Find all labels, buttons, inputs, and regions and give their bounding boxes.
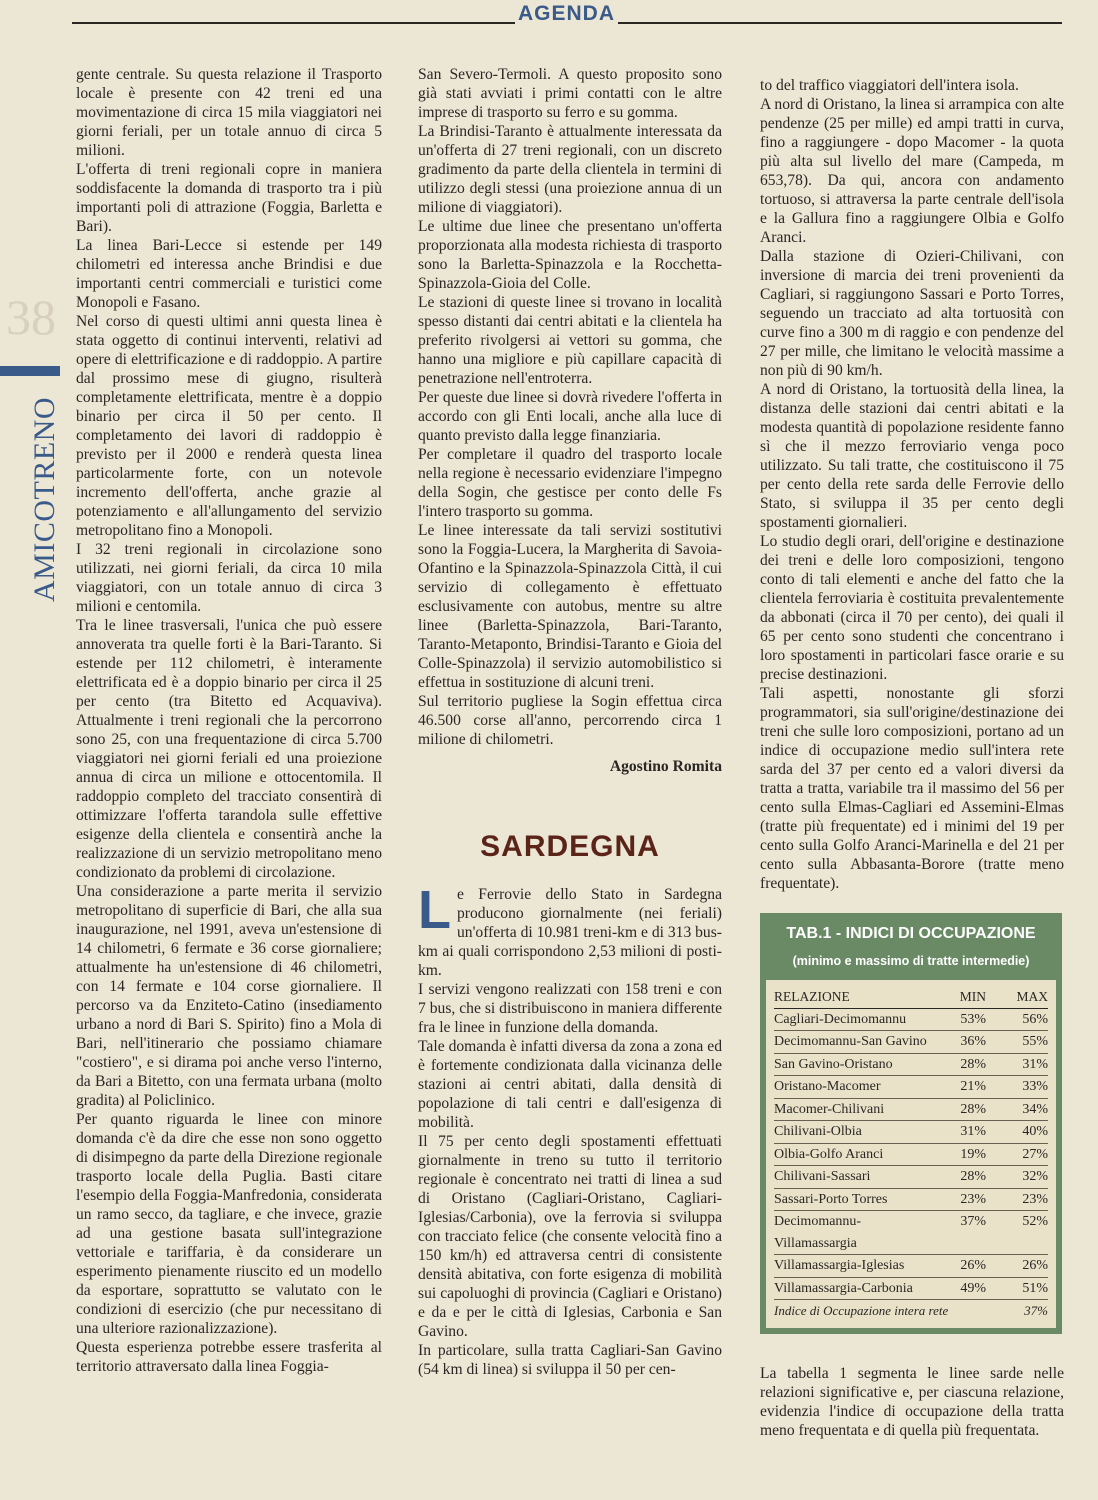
- cell-min: 49%: [960, 1280, 986, 1296]
- paragraph: Nel corso di questi ultimi anni questa linea è stata oggetto di continui interventi, relativi ad opere di elettrificazione e di raddoppio. A partire dal prossimo mese di giugno, risulterà completamente elettrificata, mentre è a doppio binario per circa il 50 per cento. Il completamento dei lavori di raddoppio è previsto per il 2000 e renderà questa linea particolarmente forte, con un notevole incremento dell'offerta, anche grazie al potenziamento e all'allungamento del servizio metropolitano fino a Monopoli.: [76, 313, 382, 539]
- cell-min: 28%: [960, 1056, 986, 1072]
- paragraph: A nord di Oristano, la tortuosità della linea, la distanza delle stazioni dai centri abitati e la modesta quantità di popolazione residente fanno sì che il mezzo ferroviario venga poco utilizzato. Su tali tratte, che costituiscono il 75 per cento della rete sarda delle Ferrovie dello Stato, si sviluppa il 35 per cento degli spostamenti giornalieri.: [760, 381, 1064, 531]
- paragraph: Tale domanda è infatti diversa da zona a zona ed è fortemente condizionata dalla vicinanza delle stazioni ai centri abitati, dalla densità di popolazione di tali centri e dall'esigenza di mobilità.: [418, 1038, 722, 1131]
- paragraph: I 32 treni regionali in circolazione sono utilizzati, nei giorni feriali, da circa 10 mila viaggiatori, con un totale annuo di circa 3 milioni e centomila.: [76, 541, 382, 615]
- total-label: Indice di Occupazione intera rete: [774, 1303, 949, 1318]
- table-row: [774, 1054, 1048, 1077]
- cell-max: 52%: [1022, 1214, 1048, 1229]
- paragraph: gente centrale. Su questa relazione il Trasporto locale è presente con 42 treni ed una movimentazione di circa 15 mila viaggiatori nei giorni feriali, per un totale annuo di circa 5 milioni.: [76, 66, 382, 159]
- header-min: MIN: [959, 989, 986, 1004]
- cell-max: 33%: [1022, 1079, 1048, 1094]
- column-3: [760, 76, 1064, 1440]
- cell-max: 55%: [1022, 1034, 1048, 1049]
- table-row: [774, 1166, 1048, 1189]
- paragraph-lead: [418, 880, 722, 980]
- paragraph: Una considerazione a parte merita il servizio metropolitano di superficie di Bari, che alla sua inaugurazione, nel 1991, aveva un'estensione di 14 chilometri, 6 fermate e 36 corse giornaliere; attualmente ha un'estensione di 46 chilometri, con 14 fermate e 104 corse giornaliere. Il percorso va da Enziteto-Catino (insediamento urbano a nord di Bari S. Spirito) fino a Mola di Bari, nell'itinerario che possiamo chiamare "costiero", e si dirama poi anche verso l'interno, da Bari a Bitetto, con una fermata urbana (molto gradita) al Policlinico.: [76, 883, 382, 1109]
- lead-text: e Ferrovie dello Stato in Sardegna producono giornalmente (nei feriali) un'offerta di 10.981 treni-km e di 313 bus-km ai quali corrispondono 2,53 milioni di posti-km.: [418, 886, 722, 979]
- paragraph: Il 75 per cento degli spostamenti effettuati giornalmente in treno su tutto il territorio regionale è concentrato nei tratti di linea a sud di Oristano (Cagliari-Oristano, Cagliari-Iglesias/Carbonia), ove la ferrovia si sviluppa con tracciato felice (che consente velocità fino a 150 km/h) ed attraversa centri di consistente densità abitativa, con forte esigenza di mobilità sui capoluoghi di provincia (Cagliari e Oristano) e da e per le città di Iglesias, Carbonia e San Gavino.: [418, 1133, 722, 1340]
- cell-max: 34%: [1022, 1101, 1048, 1117]
- paragraph: Per quanto riguarda le linee con minore domanda c'è da dire che esse non sono oggetto di disimpegno da parte della Direzione regionale trasporto locale della Puglia. Basti citare l'esempio della Foggia-Manfredonia, considerata un ramo secco, da tagliare, e che invece, grazie ad una gestione basata sull'integrazione vettoriale e tariffaria, è da considerare un esperimento pienamente riuscito ed un modello da esportare, soprattutto se valutato con le condizioni di esercizio (che pur necessitano di una ulteriore razionalizzazione).: [76, 1111, 382, 1337]
- cell-min: 37%: [960, 1214, 986, 1229]
- table-row: [774, 1076, 1048, 1099]
- cell-max: 51%: [1022, 1280, 1048, 1296]
- paragraph: Sul territorio pugliese la Sogin effettua circa 46.500 corse all'anno, percorrendo circa 1 milione di chilometri.: [418, 693, 722, 748]
- paragraph: Dalla stazione di Ozieri-Chilivani, con inversione di marcia dei treni provenienti da Cagliari, si raggiungono Sassari e Porto Torres, seguendo un tracciato ad alta tortuosità con curve fino a 300 m di raggio e con pendenze del 27 per mille, che limitano le velocità massime a non più di 90 km/h.: [760, 248, 1064, 379]
- paragraph: Lo studio degli orari, dell'origine e destinazione dei treni e delle loro composizioni, tengono conto di tali elementi e anche del fatto che la clientela ferroviaria è costituita prevalentemente da abbonati (circa il 70 per cento), dei quali il 65 per cento sono studenti che concentrano i loro spostamenti in particolari fasce orarie e su precise destinazioni.: [760, 533, 1064, 683]
- paragraph: L'offerta di treni regionali copre in maniera soddisfacente la domanda di trasporto tra i più importanti poli di attrazione (Foggia, Barletta e Bari).: [76, 161, 382, 235]
- cell-min: 53%: [960, 1011, 986, 1027]
- table-title: TAB.1 - INDICI DI OCCUPAZIONE: [786, 925, 1036, 942]
- cell-max: 40%: [1022, 1124, 1048, 1139]
- table-row: [774, 1121, 1048, 1144]
- cell-relazione: Decimomannu-San Gavino: [774, 1034, 927, 1049]
- column-2: [418, 65, 722, 1379]
- paragraph: La linea Bari-Lecce si estende per 149 chilometri ed interessa anche Brindisi e due importanti centri commerciali e turistici come Monopoli e Fasano.: [76, 237, 382, 311]
- table-total-row: [774, 1300, 1048, 1322]
- table-header-row: [774, 986, 1048, 1009]
- sidebar-accent-bar: [0, 366, 60, 376]
- table-row: [774, 1144, 1048, 1167]
- paragraph: Tali aspetti, nonostante gli sforzi programmatori, sia sull'origine/destinazione dei treni che sulle loro composizioni, portano ad un indice di occupazione medio sull'intera rete sarda del 37 per cento ed a valori diversi da tratta a tratta, variabile tra il massimo del 56 per cento sulla Elmas-Cagliari ed Assemini-Elmas (tratte più frequentate) ed i minimi del 19 per cento sulla Golfo Aranci-Marinella e del 21 per cento sulla Abbasanta-Borore (tratte meno frequentate).: [760, 685, 1064, 892]
- total-value: 37%: [1024, 1303, 1048, 1318]
- cell-min: 19%: [960, 1146, 986, 1162]
- paragraph: Le stazioni di queste linee si trovano in località spesso distanti dai centri abitati e la clientela ha preferito rivolgersi ai vettori su gomma, che hanno una migliore e più capillare capacità di penetrazione nell'entroterra.: [418, 294, 722, 387]
- table-row: [774, 1255, 1048, 1278]
- table-row: [774, 1009, 1048, 1032]
- table-row: [774, 1099, 1048, 1122]
- article-author: Agostino Romita: [609, 758, 722, 775]
- cell-relazione: Cagliari-Decimomannu: [774, 1011, 907, 1027]
- cell-max: 23%: [1022, 1191, 1048, 1207]
- table-subtitle: (minimo e massimo di tratte intermedie): [792, 954, 1030, 968]
- cell-relazione: Decimomannu-Villamassargia: [774, 1214, 862, 1251]
- cell-max: 56%: [1022, 1011, 1048, 1027]
- table-body: [766, 980, 1056, 1328]
- section-title-sardegna: SARDEGNA: [480, 830, 660, 863]
- cell-relazione: Oristano-Macomer: [774, 1079, 881, 1094]
- cell-max: 31%: [1022, 1056, 1048, 1072]
- paragraph: San Severo-Termoli. A questo proposito sono già stati avviati i primi contatti con le altre imprese di trasporto su ferro e su gomma.: [418, 66, 722, 121]
- cell-relazione: Chilivani-Sassari: [774, 1169, 871, 1184]
- table-row: [774, 1031, 1048, 1054]
- cell-min: 23%: [960, 1191, 986, 1207]
- cell-relazione: Sassari-Porto Torres: [774, 1191, 888, 1207]
- paragraph: Per completare il quadro del trasporto locale nella regione è necessario evidenziare l'impegno della Sogin, che gestisce per conto delle Fs l'intero trasporto su gomma.: [418, 446, 722, 520]
- paragraph: Questa esperienza potrebbe essere trasferita al territorio attraversato dalla linea Foggia-: [76, 1339, 382, 1375]
- paragraph: I servizi vengono realizzati con 158 treni e con 7 bus, che si distribuiscono in maniera differente fra le linee in funzione della domanda.: [418, 981, 722, 1036]
- cell-min: 21%: [960, 1079, 986, 1094]
- paragraph: La tabella 1 segmenta le linee sarde nelle relazioni significative e, per ciascuna relazione, evidenzia l'indice di occupazione della tratta meno frequentata e di quella più frequentata.: [760, 1364, 1064, 1439]
- paragraph: La Brindisi-Taranto è attualmente interessata da un'offerta di 27 treni regionali, con un discreto gradimento da parte della clientela in termini di utilizzo degli stessi (una proiezione annua di un milione di viaggiatori).: [418, 123, 722, 216]
- paragraph: Le ultime due linee che presentano un'offerta proporzionata alla modesta richiesta di trasporto sono la Barletta-Spinazzola e la Rocchetta-Spinazzola-Gioia del Colle.: [418, 218, 722, 292]
- occupancy-table: [760, 913, 1062, 1334]
- table-row: [774, 1189, 1048, 1212]
- cell-min: 36%: [960, 1034, 986, 1049]
- cell-max: 27%: [1022, 1146, 1048, 1162]
- cell-min: 31%: [960, 1124, 986, 1139]
- drop-cap: L: [418, 880, 451, 940]
- table-row: [774, 1211, 1048, 1255]
- cell-max: 26%: [1022, 1258, 1048, 1273]
- cell-relazione: Villamassargia-Iglesias: [774, 1258, 905, 1273]
- cell-relazione: San Gavino-Oristano: [774, 1056, 893, 1072]
- cell-relazione: Olbia-Golfo Aranci: [774, 1146, 884, 1162]
- header-max: MAX: [1016, 989, 1048, 1004]
- header-relazione: RELAZIONE: [774, 989, 850, 1004]
- cell-relazione: Chilivani-Olbia: [774, 1124, 862, 1139]
- column-1: [76, 65, 382, 1376]
- paragraph: Tra le linee trasversali, l'unica che può essere annoverata tra quelle forti è la Bari-Taranto. Si estende per 112 chilometri, è interamente elettrificata ed è a doppio binario per circa il 25 per cento (tra Bitetto ed Acquaviva). Attualmente i treni regionali che la percorrono sono 25, con una frequentazione di circa 5.700 viaggiatori nei giorni feriali ed una proiezione annua di circa un milione e ottocentomila. Il raddoppio completo del tracciato consentirà di ottimizzare l'offerta tarandola sulle effettive esigenze della clientela e consentirà anche la realizzazione di un servizio metropolitano meno condizionato da problemi di circolazione.: [76, 617, 382, 881]
- cell-min: 28%: [960, 1169, 986, 1184]
- cell-min: 26%: [960, 1258, 986, 1273]
- cell-relazione: Villamassargia-Carbonia: [774, 1280, 913, 1296]
- paragraph: Le linee interessate da tali servizi sostitutivi sono la Foggia-Lucera, la Margherita di Savoia-Ofantino e la Spinazzola-Spinazzola Città, il cui servizio di collegamento è effettuato esclusivamente con autobus, mentre su altre linee (Barletta-Spinazzola, Bari-Taranto, Taranto-Metaponto, Brindisi-Taranto e Gioia del Colle-Spinazzola) il servizio automobilistico si effettua in sostituzione di alcuni treni.: [418, 522, 722, 691]
- cell-max: 32%: [1022, 1169, 1048, 1184]
- page-number: 38: [6, 289, 56, 345]
- magazine-name: AMICOTRENO: [28, 397, 61, 603]
- paragraph: to del traffico viaggiatori dell'intera isola.: [760, 77, 1019, 94]
- section-header: AGENDA: [515, 3, 618, 25]
- paragraph: In particolare, sulla tratta Cagliari-San Gavino (54 km di linea) si sviluppa il 50 per cen-: [418, 1342, 722, 1378]
- cell-min: 28%: [960, 1101, 986, 1117]
- paragraph: A nord di Oristano, la linea si arrampica con alte pendenze (25 per mille) ed ampi tratti in curva, fino a raggiungere - dopo Macomer - la quota più alta sul livello del mare (Campeda, m 653,78). Da qui, ancora con andamento tortuoso, si attraversa la parte centrale dell'isola e la Gallura fino a raggiungere Olbia e Golfo Aranci.: [760, 96, 1064, 246]
- table-row: [774, 1278, 1048, 1301]
- paragraph: Per queste due linee si dovrà rivedere l'offerta in accordo con gli Enti locali, anche alla luce di quanto previsto dalla legge finanziaria.: [418, 389, 722, 444]
- cell-relazione: Macomer-Chilivani: [774, 1101, 885, 1117]
